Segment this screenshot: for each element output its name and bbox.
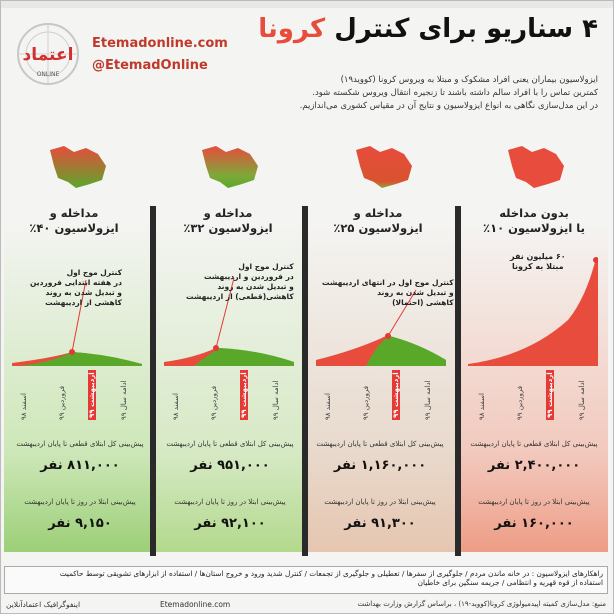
isolation-methods-box: [4, 566, 608, 594]
curve-red: [468, 258, 598, 366]
daily-value-10: ۱۶۰,۰۰۰ نفر: [494, 516, 574, 531]
logo-text: اعتماد: [22, 45, 74, 65]
scenario-note-10: ۶۰ میلیون نفر مبتلا به کرونا: [510, 252, 566, 271]
credit-text: اینفوگرافیک اعتمادآنلاین: [6, 600, 81, 609]
total-value-25: ۱,۱۶۰,۰۰۰ نفر: [333, 458, 427, 473]
logo-sub: ONLINE: [36, 71, 60, 78]
label-daily: پیش‌بینی ابتلا در روز تا پایان اردیبهشت: [174, 498, 286, 506]
axis-tick-label: فروردین ۹۹: [210, 385, 218, 420]
label-total: پیش‌بینی کل ابتلای قطعی تا پایان اردیبهشت: [166, 440, 294, 448]
etemad-logo-icon: [12, 18, 84, 90]
iran-map-icon: [198, 144, 262, 190]
axis-tick-label: ادامه سال ۹۹: [272, 380, 280, 420]
peak-dot: [593, 257, 598, 263]
footer-site-url[interactable]: Etemadonline.com: [160, 600, 231, 609]
label-total: پیش‌بینی کل ابتلای قطعی تا پایان اردیبهشت: [16, 440, 144, 448]
axis-tick-label: اردیبهشت ۹۹: [240, 372, 248, 418]
axis-tick-label: اسفند ۹۸: [172, 393, 180, 420]
label-total: پیش‌بینی کل ابتلای قطعی تا پایان اردیبهشت: [470, 440, 598, 448]
label-daily: پیش‌بینی ابتلا در روز تا پایان اردیبهشت: [324, 498, 436, 506]
axis-tick-label: ادامه سال ۹۹: [424, 380, 432, 420]
site-url[interactable]: Etemadonline.com: [92, 36, 228, 51]
axis-tick-label: اسفند ۹۸: [20, 393, 28, 420]
axis-tick-label: اسفند ۹۸: [478, 393, 486, 420]
daily-value-25: ۹۱,۳۰۰ نفر: [344, 516, 416, 531]
axis-tick-label: اردیبهشت ۹۹: [88, 372, 96, 418]
scenario-heading-25: مداخله و ایزولاسیون ۲۵٪: [333, 206, 423, 235]
curve-green: [20, 352, 142, 366]
axis-tick-label: فروردین ۹۹: [58, 385, 66, 420]
source-text: منبع: مدل‌سازی کمیته اپیدمیولوژی کرونا(کووید-۱۹) ، براساس گزارش وزارت بهداشت: [357, 600, 606, 608]
column-divider: [302, 206, 308, 556]
curve-green: [194, 348, 294, 366]
total-value-32: ۹۵۱,۰۰۰ نفر: [190, 458, 270, 473]
axis-tick-label: ادامه سال ۹۹: [578, 380, 586, 420]
social-handle[interactable]: @EtemadOnline: [92, 58, 208, 73]
scenario-note-40: کنترل موج اول در هفته ابتدایی فروردین و تبدیل شدن به روند کاهشی از اردیبهشت: [30, 268, 122, 307]
axis-tick-label: اردیبهشت ۹۹: [546, 372, 554, 418]
peak-dot: [385, 333, 391, 339]
scenario-heading-40: مداخله و ایزولاسیون ۴۰٪: [29, 206, 119, 235]
page-title: [258, 14, 598, 44]
intro-line: کمترین تماس را با افراد سالم داشته باشند تا زنجیره انتقال ویروس شکسته شود.: [312, 88, 598, 98]
footer-line: راهکارهای ایزولاسیون : در خانه ماندن مردم / جلوگیری از سفرها / تعطیلی و جلوگیری از تجمعات / کنترل شدید ورود و خروج استان‌ها / استفاده از ابزارهای تشویقی توسط حاکمیت: [59, 569, 603, 578]
scenario-note-25: کنترل موج اول در انتهای اردیبهشت و تبدیل شدن به روند کاهشی (احتمالا): [322, 278, 454, 307]
iran-map-icon: [352, 144, 416, 190]
total-value-40: ۸۱۱,۰۰۰ نفر: [40, 458, 120, 473]
label-daily: پیش‌بینی ابتلا در روز تا پایان اردیبهشت: [478, 498, 590, 506]
scenario-note-32: کنترل موج اول در فروردین و اردیبهشت و تبدیل شدن به روند کاهشی(قطعی) از اردیبهشت: [186, 262, 294, 301]
title-prefix: ۴ سناریو برای کنترل: [334, 14, 598, 44]
axis-tick-label: اردیبهشت ۹۹: [392, 372, 400, 418]
daily-value-40: ۹,۱۵۰ نفر: [48, 516, 112, 531]
label-daily: پیش‌بینی ابتلا در روز تا پایان اردیبهشت: [24, 498, 136, 506]
scenario-heading-10: بدون مداخله یا ایزولاسیون ۱۰٪: [483, 206, 585, 235]
daily-value-32: ۹۲,۱۰۰ نفر: [194, 516, 266, 531]
column-divider: [455, 206, 461, 556]
title-highlight: کرونا: [258, 14, 326, 44]
column-divider: [150, 206, 156, 556]
peak-dot: [213, 345, 219, 351]
intro-line: در این مدل‌سازی نگاهی به انواع ایزولاسیون و نتایج آن در مقیاس کشوری می‌اندازیم.: [299, 101, 598, 111]
intro-line: ایزولاسیون بیماران یعنی افراد مشکوک و مبتلا به ویروس کرونا (کووید۱۹): [340, 75, 598, 85]
label-total: پیش‌بینی کل ابتلای قطعی تا پایان اردیبهشت: [316, 440, 444, 448]
axis-tick-label: فروردین ۹۹: [516, 385, 524, 420]
axis-tick-label: ادامه سال ۹۹: [120, 380, 128, 420]
footer-line: استفاده از قوه قهریه و انتظامی / جریمه سنگین برای خاطیان: [417, 578, 603, 587]
total-value-10: ۲,۴۰۰,۰۰۰ نفر: [487, 458, 581, 473]
axis-tick-label: فروردین ۹۹: [362, 385, 370, 420]
curve-chart-25: [316, 250, 446, 368]
iran-map-icon: [46, 144, 110, 190]
intro-text: [118, 74, 598, 113]
scenario-heading-32: مداخله و ایزولاسیون ۳۲٪: [183, 206, 273, 235]
peak-dot: [69, 349, 75, 355]
iran-map-icon: [504, 144, 568, 190]
axis-tick-label: اسفند ۹۸: [324, 393, 332, 420]
